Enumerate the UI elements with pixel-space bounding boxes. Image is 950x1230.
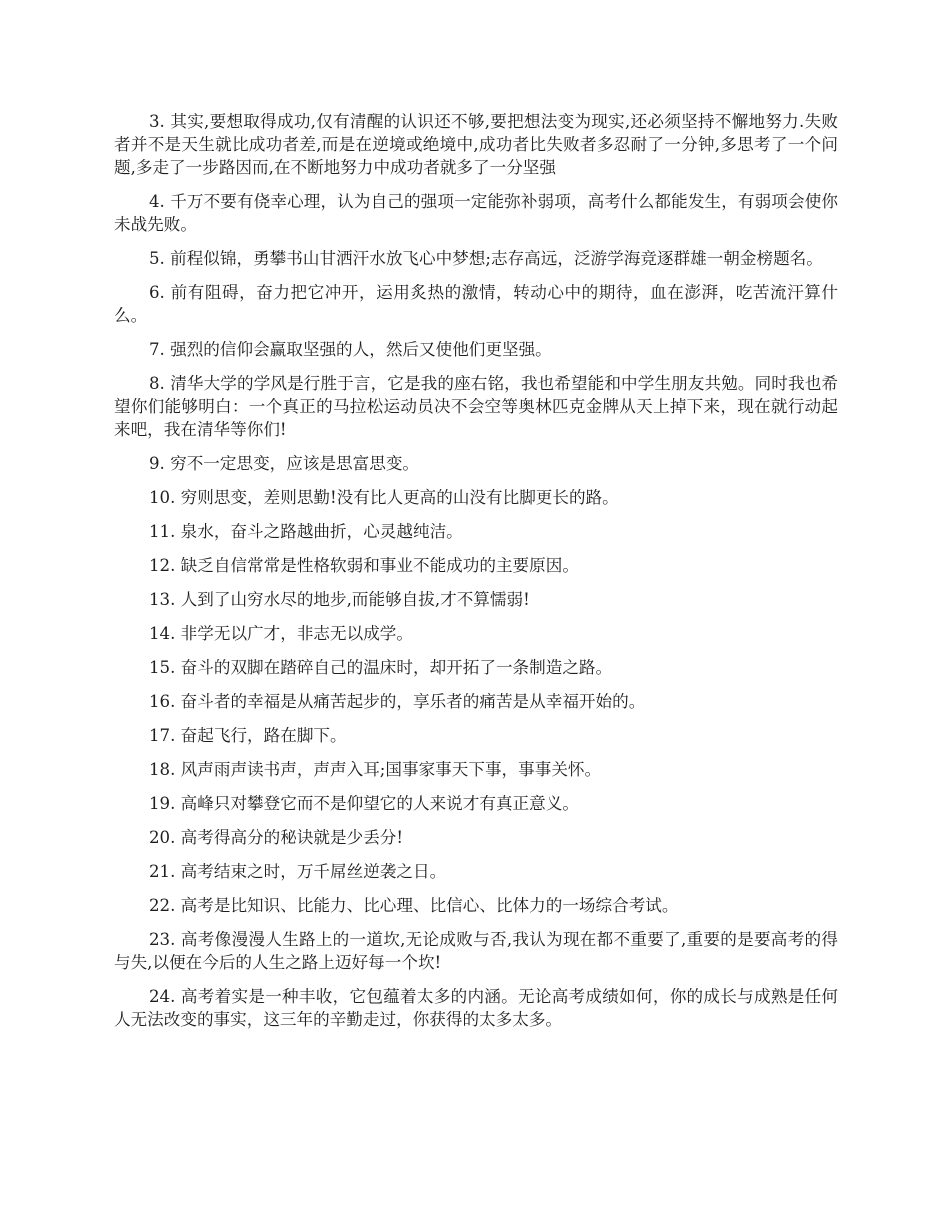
paragraph: 11. 泉水，奋斗之路越曲折，心灵越纯洁。 xyxy=(149,522,463,541)
paragraph: 4. 千万不要有侥幸心理，认为自己的强项一定能弥补弱项，高考什么都能发生，有弱项会使你未战先败。 xyxy=(114,192,838,234)
paragraph: 9. 穷不一定思变，应该是思富思变。 xyxy=(149,454,420,473)
paragraph: 16. 奋斗者的幸福是从痛苦起步的，享乐者的痛苦是从幸福开始的。 xyxy=(149,692,646,711)
paragraph: 7. 强烈的信仰会赢取坚强的人，然后又使他们更坚强。 xyxy=(149,340,552,359)
paragraph: 24. 高考着实是一种丰收，它包蕴着太多的内涵。无论高考成绩如何，你的成长与成熟是任何人无法改变的事实，这三年的辛勤走过，你获得的太多太多。 xyxy=(114,987,838,1029)
paragraph: 20. 高考得高分的秘诀就是少丢分! xyxy=(149,828,404,847)
paragraph: 6. 前有阻碍，奋力把它冲开，运用炙热的激情，转动心中的期待，血在澎湃，吃苦流汗算什么。 xyxy=(114,283,838,325)
paragraph: 8. 清华大学的学风是行胜于言，它是我的座右铭，我也希望能和中学生朋友共勉。同时我也希望你们能够明白：一个真正的马拉松运动员决不会空等奥林匹克金牌从天上掉下来，现在就行动起来吧，我在清华等你们! xyxy=(114,374,838,439)
paragraph: 23. 高考像漫漫人生路上的一道坎,无论成败与否,我认为现在都不重要了,重要的是要高考的得与失,以便在今后的人生之路上迈好每一个坎! xyxy=(114,930,838,972)
paragraph: 15. 奋斗的双脚在踏碎自己的温床时，却开拓了一条制造之路。 xyxy=(149,658,613,677)
paragraph: 22. 高考是比知识、比能力、比心理、比信心、比体力的一场综合考试。 xyxy=(149,896,679,915)
paragraph: 14. 非学无以广才，非志无以成学。 xyxy=(149,624,413,643)
paragraph: 12. 缺乏自信常常是性格软弱和事业不能成功的主要原因。 xyxy=(149,556,579,575)
paragraph: 21. 高考结束之时，万千屌丝逆袭之日。 xyxy=(149,862,447,881)
paragraph: 17. 奋起飞行，路在脚下。 xyxy=(149,726,347,745)
paragraph: 18. 风声雨声读书声，声声入耳;国事家事天下事，事事关怀。 xyxy=(149,760,602,779)
paragraph: 3. 其实,要想取得成功,仅有清醒的认识还不够,要把想法变为现实,还必须坚持不懈地努力.失败者并不是天生就比成功者差,而是在逆境或绝境中,成功者比失败者多忍耐了一分钟,多思考了一个问题,多走了一步路因而,在不断地努力中成功者就多了一分坚强 xyxy=(114,112,838,177)
paragraph: 10. 穷则思变，差则思勤!没有比人更高的山没有比脚更长的路。 xyxy=(149,488,619,507)
paragraph: 13. 人到了山穷水尽的地步,而能够自拔,才不算懦弱! xyxy=(149,590,530,609)
paragraph: 5. 前程似锦，勇攀书山甘洒汗水放飞心中梦想;志存高远，泛游学海竞逐群雄一朝金榜题名。 xyxy=(149,249,823,268)
document-body xyxy=(114,110,838,1042)
paragraph: 19. 高峰只对攀登它而不是仰望它的人来说才有真正意义。 xyxy=(149,794,579,813)
